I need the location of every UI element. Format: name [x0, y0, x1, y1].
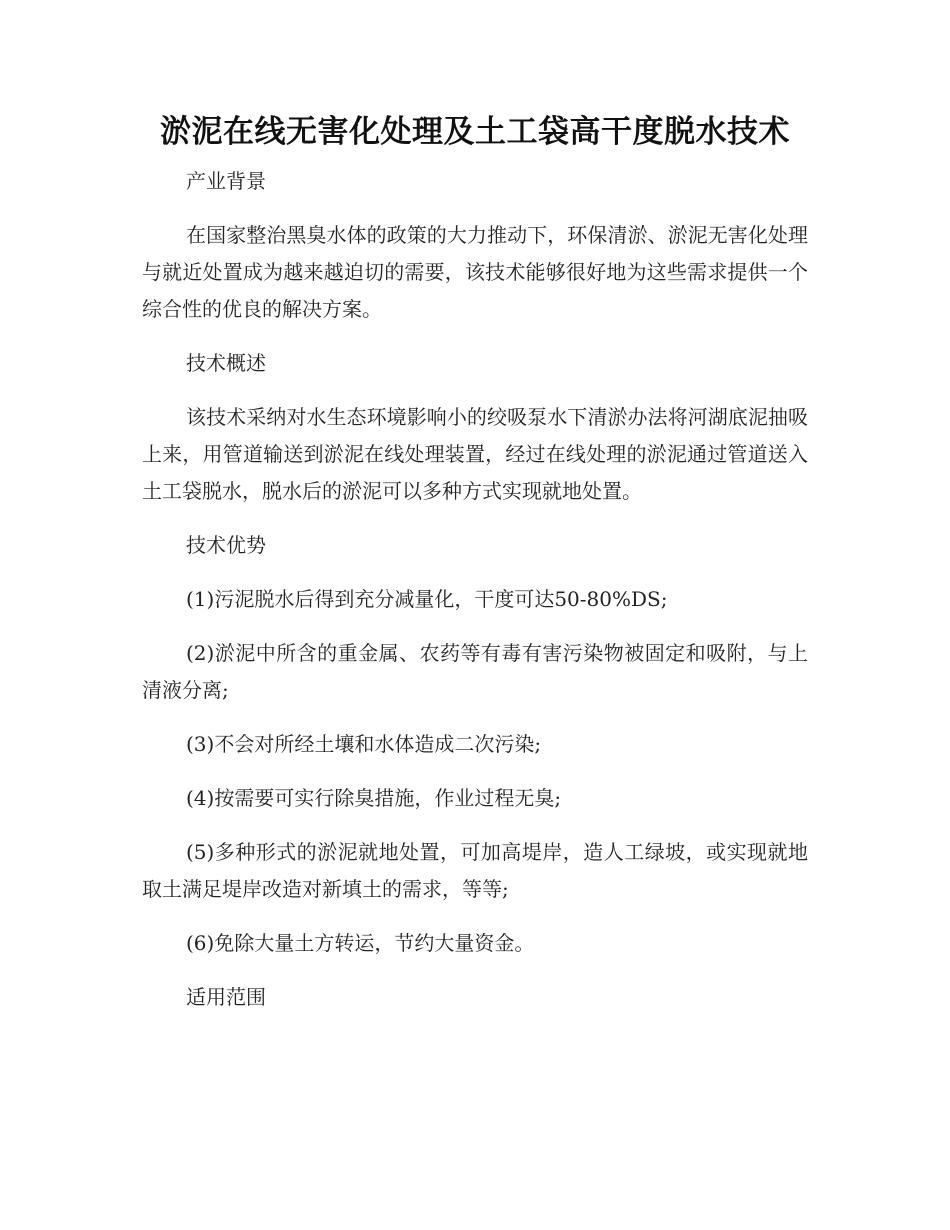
advantage-item: (1)污泥脱水后得到充分减量化，干度可达50-80%DS;	[186, 587, 668, 611]
advantage-item: (6)免除大量土方转运，节约大量资金。	[186, 931, 535, 955]
advantage-item: (3)不会对所经土壤和水体造成二次污染;	[186, 732, 542, 756]
section-heading-background: 产业背景	[186, 169, 266, 193]
section-heading-advantages: 技术优势	[186, 533, 266, 557]
section-heading-scope: 适用范围	[186, 985, 266, 1009]
section-heading-overview: 技术概述	[186, 351, 266, 375]
advantage-item: (4)按需要可实行除臭措施，作业过程无臭;	[186, 786, 562, 810]
advantage-item: (2)淤泥中所含的重金属、农药等有毒有害污染物被固定和吸附，与上清液分离;	[142, 641, 808, 702]
document-title: 淤泥在线无害化处理及土工袋高干度脱水技术	[160, 114, 790, 150]
paragraph-overview: 该技术采纳对水生态环境影响小的绞吸泵水下清淤办法将河湖底泥抽吸上来，用管道输送到淤泥在线处理装置，经过在线处理的淤泥通过管道送入土工袋脱水，脱水后的淤泥可以多种方式实现就地处置。	[142, 405, 808, 503]
advantage-item: (5)多种形式的淤泥就地处置，可加高堤岸，造人工绿坡，或实现就地取土满足堤岸改造对新填土的需求，等等;	[142, 840, 808, 901]
document-body	[142, 163, 808, 1033]
paragraph-background: 在国家整治黑臭水体的政策的大力推动下，环保清淤、淤泥无害化处理与就近处置成为越来越迫切的需要，该技术能够很好地为这些需求提供一个综合性的优良的解决方案。	[142, 223, 808, 321]
